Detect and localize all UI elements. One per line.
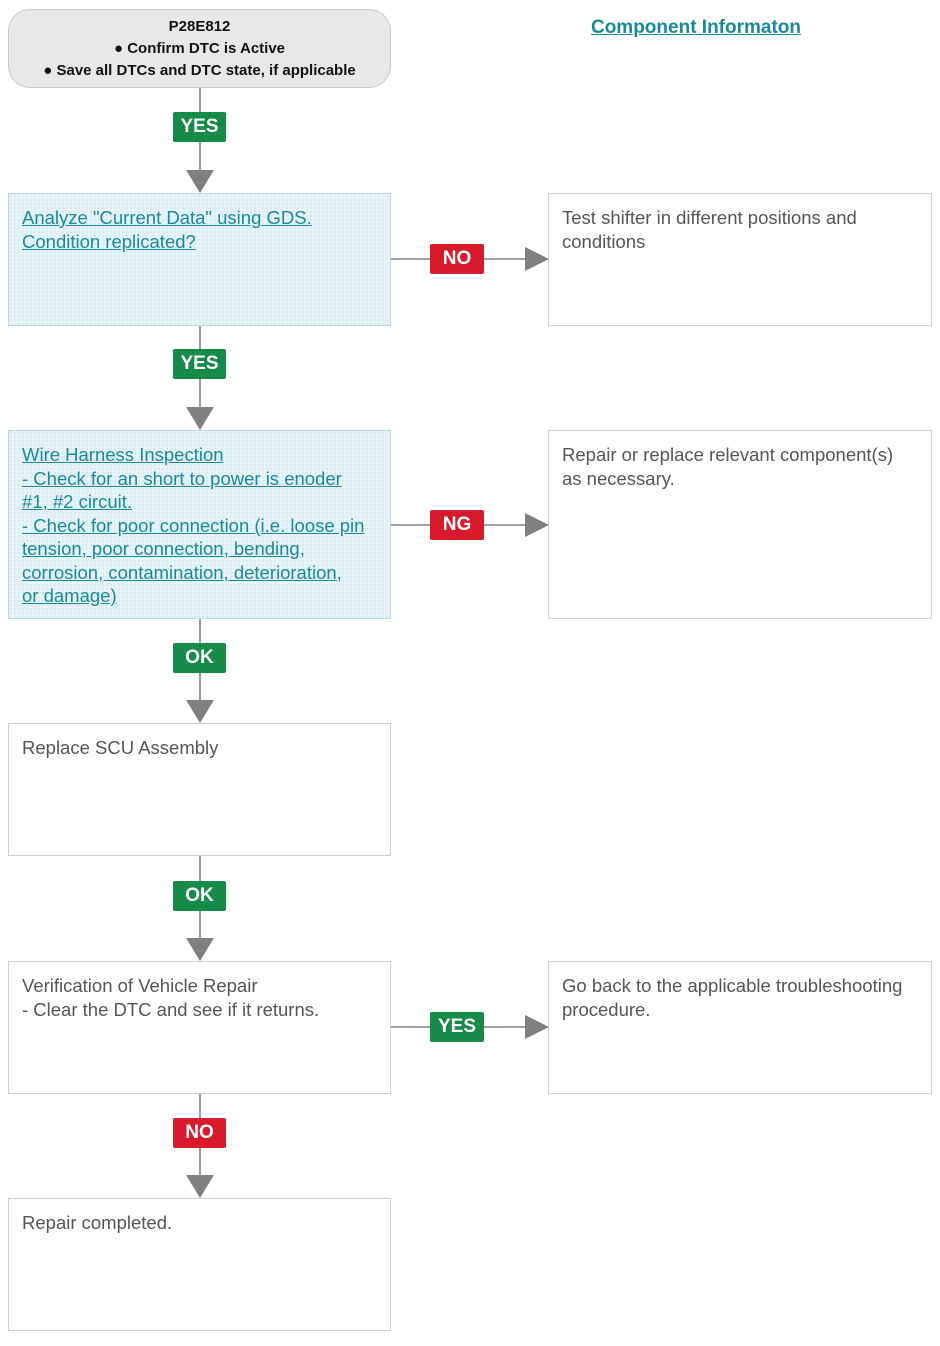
wire-harness-line[interactable]: Wire Harness Inspection <box>22 444 224 465</box>
wire-harness-line[interactable]: - Check for an short to power is enoder <box>22 467 342 489</box>
wire-harness-line[interactable]: corrosion, contamination, deterioration, <box>22 561 342 583</box>
yes-badge: YES <box>173 112 226 142</box>
verification-line-2: - Clear the DTC and see if it returns. <box>22 998 320 1020</box>
ok-badge: OK <box>173 881 226 911</box>
wire-harness-line[interactable]: - Check for poor connection (i.e. loose pin <box>22 514 365 536</box>
arrowhead-down <box>186 938 214 961</box>
start-step-confirm: ● Confirm DTC is Active <box>113 39 286 57</box>
test-shifter-line-1: Test shifter in different positions and <box>562 207 857 228</box>
verification-of-vehicle-repair-box <box>8 961 391 1094</box>
go-back-line-2: procedure. <box>562 998 651 1020</box>
go-back-troubleshooting-box <box>548 961 932 1094</box>
analyze-line-1[interactable]: Analyze "Current Data" using GDS. <box>22 207 312 228</box>
no-badge: NO <box>430 244 484 274</box>
repair-completed-box <box>8 1198 391 1331</box>
wire-harness-line[interactable]: or damage) <box>22 585 117 606</box>
dtc-code: P28E812 <box>168 17 231 35</box>
arrowhead-down <box>186 700 214 723</box>
test-shifter-line-2: conditions <box>562 230 646 252</box>
arrowhead-down <box>186 1175 214 1198</box>
repair-replace-component-box <box>548 430 932 619</box>
arrowhead-right <box>525 247 549 271</box>
wire-harness-inspection-box[interactable] <box>8 430 391 619</box>
arrowhead-down <box>186 407 214 430</box>
go-back-line-1: Go back to the applicable troubleshooting <box>562 975 903 996</box>
arrowhead-down <box>186 170 214 193</box>
yes-badge: YES <box>173 349 226 379</box>
repair-completed-line-1: Repair completed. <box>22 1212 173 1233</box>
no-badge: NO <box>173 1118 226 1148</box>
ng-badge: NG <box>430 510 484 540</box>
arrowhead-right <box>525 513 549 537</box>
arrowhead-right <box>525 1015 549 1039</box>
test-shifter-box <box>548 193 932 326</box>
wire-harness-line[interactable]: #1, #2 circuit. <box>22 491 133 512</box>
start-node <box>8 9 391 88</box>
wire-harness-line[interactable]: tension, poor connection, bending, <box>22 538 305 559</box>
component-information-link[interactable]: Component Informaton <box>590 17 802 38</box>
analyze-line-2[interactable]: Condition replicated? <box>22 230 196 252</box>
yes-badge: YES <box>430 1012 484 1042</box>
repair-replace-line-1: Repair or replace relevant component(s) <box>562 444 894 465</box>
analyze-current-data-box[interactable] <box>8 193 391 326</box>
replace-scu-assembly-box <box>8 723 391 856</box>
repair-replace-line-2: as necessary. <box>562 467 675 489</box>
ok-badge: OK <box>173 643 226 673</box>
start-step-save: ● Save all DTCs and DTC state, if applicable <box>43 61 356 79</box>
replace-scu-line-1: Replace SCU Assembly <box>22 737 219 758</box>
verification-line-1: Verification of Vehicle Repair <box>22 975 258 996</box>
